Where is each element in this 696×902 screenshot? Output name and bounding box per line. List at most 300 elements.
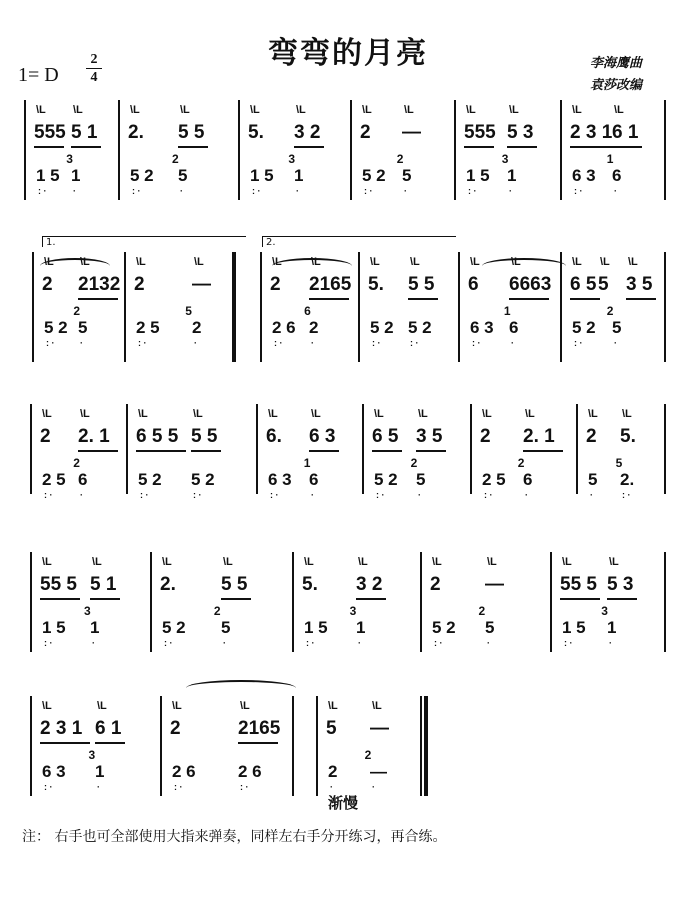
bar-line (358, 252, 360, 362)
beam (416, 450, 446, 452)
fingering-mark: \L (511, 256, 521, 268)
tempo-marking: 渐慢 (328, 794, 359, 812)
slur-tie (40, 258, 110, 274)
note-top: 5 1 (71, 122, 98, 143)
octave-dots: : · (574, 338, 583, 348)
fingering-mark: \L (370, 256, 380, 268)
footnote: 注： 右手也可全部使用大指来弹奏，同样左右手分开练习，再合练。 (22, 829, 447, 845)
note-top: — (370, 718, 389, 739)
note-bottom: 5 2 (44, 318, 68, 337)
fingering-mark: \L (296, 104, 306, 116)
note-top: 6663 (509, 274, 552, 295)
note-bottom: 1 5 (562, 618, 586, 637)
note-bottom: 1 5 (36, 166, 60, 185)
fingering-mark: \L (180, 104, 190, 116)
note-bottom: 5 (402, 166, 412, 185)
bar-line (160, 696, 162, 796)
harmony-number: 3 (88, 748, 96, 762)
beam (178, 146, 208, 148)
fingering-mark: \L (418, 408, 428, 420)
time-denominator: 4 (90, 70, 98, 85)
bar-line (664, 552, 666, 652)
fingering-mark: \L (272, 256, 282, 268)
fingering-mark: \L (562, 556, 572, 568)
note-bottom: 5 2 (138, 470, 162, 489)
beam (408, 298, 438, 300)
note-bottom: 2 6 (238, 762, 262, 781)
fingering-mark: \L (240, 700, 250, 712)
bar-line (150, 552, 152, 652)
note-bottom: 5 2 (362, 166, 386, 185)
note-top: 5 5 (178, 122, 205, 143)
note-top: 3 2 (294, 122, 321, 143)
note-top: 3 5 (626, 274, 653, 295)
note-top: 2. (128, 122, 144, 143)
octave-dots: · (311, 338, 314, 348)
note-bottom: 6 3 (572, 166, 596, 185)
harmony-number: 3 (601, 604, 608, 618)
note-top: 3 2 (356, 574, 383, 595)
bar-line (420, 552, 422, 652)
fingering-mark: \L (487, 556, 497, 568)
octave-dots: · (223, 638, 226, 648)
octave-dots: : · (140, 490, 149, 500)
octave-dots: : · (574, 186, 583, 196)
beam (570, 298, 600, 300)
fingering-mark: \L (372, 700, 382, 712)
fingering-mark: \L (572, 256, 582, 268)
fingering-mark: \L (194, 256, 204, 268)
fingering-mark: \L (600, 256, 610, 268)
octave-dots: : · (44, 638, 53, 648)
fingering-mark: \L (311, 256, 321, 268)
fingering-mark: \L (525, 408, 535, 420)
fingering-mark: \L (97, 700, 107, 712)
harmony-number: 3 (501, 152, 509, 166)
beam (40, 742, 90, 744)
fingering-mark: \L (130, 104, 140, 116)
note-bottom: 6 (612, 166, 622, 185)
note-top: 2 (430, 574, 441, 595)
bar-line (256, 404, 258, 494)
note-top: 555 (34, 122, 66, 143)
fingering-mark: \L (36, 104, 46, 116)
note-bottom: 2 5 (42, 470, 66, 489)
note-bottom: 1 5 (250, 166, 274, 185)
fingering-mark: \L (136, 256, 146, 268)
note-top: 5. (248, 122, 264, 143)
beam (560, 598, 600, 600)
time-numerator: 2 (90, 52, 98, 67)
fingering-mark: \L (42, 700, 52, 712)
note-bottom: 6 3 (42, 762, 66, 781)
note-bottom: 2 5 (482, 470, 506, 489)
note-bottom: 6 (309, 470, 319, 489)
note-top: 2 (586, 426, 597, 447)
note-top: 2165 (238, 718, 281, 739)
note-top: 2 (42, 274, 53, 295)
note-bottom: 5 2 (130, 166, 154, 185)
fingering-mark: \L (482, 408, 492, 420)
octave-dots: · (509, 186, 512, 196)
slur-tie (186, 680, 296, 696)
bar-line (458, 252, 460, 362)
bar-line (118, 100, 120, 200)
fingering-mark: \L (609, 556, 619, 568)
harmony-number: 5 (185, 304, 192, 318)
octave-dots: : · (174, 782, 183, 792)
fingering-mark: \L (509, 104, 519, 116)
octave-dots: : · (46, 338, 55, 348)
bar-line (32, 252, 34, 362)
bar-line (362, 404, 364, 494)
note-top: 5 (326, 718, 337, 739)
harmony-number: 1 (503, 304, 511, 318)
beam (78, 298, 118, 300)
note-bottom: 2. (620, 470, 635, 489)
octave-dots: · (80, 338, 83, 348)
fingering-mark: \L (138, 408, 148, 420)
note-bottom: 5 (178, 166, 188, 185)
beam (40, 598, 80, 600)
octave-dots: · (614, 338, 617, 348)
bar-line (550, 552, 552, 652)
note-top: 2165 (309, 274, 352, 295)
note-bottom: 1 (95, 762, 105, 781)
bar-line (664, 100, 666, 200)
slur-tie (482, 258, 566, 274)
fingering-mark: \L (311, 408, 321, 420)
note-bottom: 5 2 (191, 470, 215, 489)
beam (294, 146, 324, 148)
bar-line (238, 100, 240, 200)
harmony-number: 2 (517, 456, 525, 470)
octave-dots: · (404, 186, 407, 196)
note-top: 55 5 (560, 574, 597, 595)
note-top: 5. (302, 574, 318, 595)
octave-dots: · (194, 338, 197, 348)
octave-dots: · (372, 782, 375, 792)
fingering-mark: \L (172, 700, 182, 712)
note-top: 2 (170, 718, 181, 739)
beam (509, 298, 549, 300)
beam (626, 298, 656, 300)
octave-dots: : · (138, 338, 147, 348)
beam (136, 450, 186, 452)
note-top: 6 3 (309, 426, 336, 447)
harmony-number: 2 (213, 604, 221, 618)
octave-dots: : · (472, 338, 481, 348)
note-bottom: 5 2 (374, 470, 398, 489)
note-bottom: 1 (71, 166, 81, 185)
note-top: — (192, 274, 211, 295)
beam (238, 742, 278, 744)
note-top: 5 5 (408, 274, 435, 295)
fingering-mark: \L (622, 408, 632, 420)
harmony-number: 1 (303, 456, 311, 470)
note-top: 6 5 (570, 274, 597, 295)
key-signature: 1= D (18, 64, 59, 86)
octave-dots: : · (193, 490, 202, 500)
note-bottom: 5 2 (162, 618, 186, 637)
fingering-mark: \L (42, 556, 52, 568)
page-title: 弯弯的月亮 (268, 36, 428, 71)
octave-dots: · (525, 490, 528, 500)
fingering-mark: \L (42, 408, 52, 420)
fingering-mark: \L (73, 104, 83, 116)
octave-dots: : · (252, 186, 261, 196)
fingering-mark: \L (362, 104, 372, 116)
beam (612, 146, 642, 148)
note-top: 6 5 5 (136, 426, 179, 447)
note-bottom: 2 (309, 318, 319, 337)
beam (78, 450, 118, 452)
fingering-mark: \L (628, 256, 638, 268)
note-top: 6 (468, 274, 479, 295)
note-bottom: 5 (588, 470, 598, 489)
beam (34, 146, 64, 148)
volta-second: 2. (262, 236, 456, 247)
arranger-credit: 袁莎改编 (590, 78, 643, 93)
note-top: 555 (464, 122, 496, 143)
note-bottom: 2 5 (136, 318, 160, 337)
note-bottom: 6 (523, 470, 533, 489)
beam (523, 450, 563, 452)
note-top: 5 1 (90, 574, 117, 595)
note-top: 2. 1 (78, 426, 110, 447)
note-bottom: 6 3 (268, 470, 292, 489)
octave-dots: · (92, 638, 95, 648)
beam (372, 450, 402, 452)
note-top: 2 3 1 (570, 122, 613, 143)
note-top: 2 (40, 426, 51, 447)
note-bottom: 5 (485, 618, 495, 637)
harmony-number: 2 (410, 456, 418, 470)
note-bottom: 2 6 (272, 318, 296, 337)
beam (464, 146, 494, 148)
harmony-number: 2 (73, 456, 80, 470)
fingering-mark: \L (358, 556, 368, 568)
note-top: 2. (160, 574, 176, 595)
beam (507, 146, 537, 148)
octave-dots: : · (38, 186, 47, 196)
octave-dots: · (590, 490, 593, 500)
octave-dots: : · (364, 186, 373, 196)
note-top: 2 (480, 426, 491, 447)
fingering-mark: \L (466, 104, 476, 116)
volta-first: 1. (42, 236, 246, 247)
note-top: 6 1 (612, 122, 639, 143)
note-bottom: 1 (507, 166, 517, 185)
note-top: 6. (266, 426, 282, 447)
time-signature (86, 52, 102, 85)
harmony-number: 2 (478, 604, 486, 618)
bar-line (316, 696, 318, 796)
fingering-mark: \L (614, 104, 624, 116)
octave-dots: : · (274, 338, 283, 348)
note-bottom: 1 (294, 166, 304, 185)
bar-line (470, 404, 472, 494)
fingering-mark: \L (470, 256, 480, 268)
octave-dots: · (330, 782, 333, 792)
fingering-mark: \L (162, 556, 172, 568)
note-top: 55 5 (40, 574, 77, 595)
fingering-mark: \L (432, 556, 442, 568)
octave-dots: : · (44, 782, 53, 792)
note-bottom: 2 (192, 318, 202, 337)
beam (309, 298, 349, 300)
beam (71, 146, 101, 148)
note-top: 2 (134, 274, 145, 295)
bar-line (454, 100, 456, 200)
octave-dots: · (358, 638, 361, 648)
octave-dots: : · (270, 490, 279, 500)
note-top: 2132 (78, 274, 121, 295)
octave-dots: · (180, 186, 183, 196)
bar-line (420, 696, 422, 796)
note-bottom: 5 2 (432, 618, 456, 637)
note-top: 2 (270, 274, 281, 295)
fingering-mark: \L (250, 104, 260, 116)
note-bottom: 1 5 (304, 618, 328, 637)
bar-line (292, 696, 294, 796)
octave-dots: : · (44, 490, 53, 500)
note-top: 2. 1 (523, 426, 555, 447)
harmony-number: 2 (364, 748, 372, 762)
octave-dots: : · (622, 490, 631, 500)
note-bottom: 5 (416, 470, 426, 489)
bar-line (30, 552, 32, 652)
harmony-number: 2 (606, 304, 614, 318)
note-top: 6 5 (372, 426, 399, 447)
fingering-mark: \L (304, 556, 314, 568)
harmony-number: 3 (84, 604, 91, 618)
note-top: 5 (598, 274, 609, 295)
bar-line (424, 696, 428, 796)
bar-line (30, 696, 32, 796)
octave-dots: : · (240, 782, 249, 792)
octave-dots: · (311, 490, 314, 500)
harmony-number: 5 (615, 456, 623, 470)
note-top: — (402, 122, 421, 143)
note-bottom: 5 (78, 318, 88, 337)
beam (356, 598, 386, 600)
octave-dots: · (609, 638, 612, 648)
harmony-number: 2 (172, 152, 179, 166)
harmony-number: 6 (304, 304, 311, 318)
octave-dots: · (97, 782, 100, 792)
note-bottom: 5 2 (572, 318, 596, 337)
note-top: — (485, 574, 504, 595)
octave-dots: · (80, 490, 83, 500)
beam (221, 598, 251, 600)
bar-line (292, 552, 294, 652)
octave-dots: : · (410, 338, 419, 348)
note-top: 5 3 (607, 574, 634, 595)
octave-dots: : · (132, 186, 141, 196)
fingering-mark: \L (374, 408, 384, 420)
bar-line (664, 404, 666, 494)
bar-line (260, 252, 262, 362)
note-top: 2 3 1 (40, 718, 83, 739)
note-top: 5 5 (221, 574, 248, 595)
slur-tie (272, 258, 352, 274)
note-bottom: 5 (221, 618, 231, 637)
beam (607, 598, 637, 600)
octave-dots: : · (564, 638, 573, 648)
octave-dots: : · (306, 638, 315, 648)
octave-dots: : · (372, 338, 381, 348)
fingering-mark: \L (44, 256, 54, 268)
bar-line (126, 404, 128, 494)
note-bottom: 1 (90, 618, 100, 637)
fingering-mark: \L (572, 104, 582, 116)
fingering-mark: \L (193, 408, 203, 420)
octave-dots: · (487, 638, 490, 648)
bar-line (560, 100, 562, 200)
bar-line (24, 100, 26, 200)
note-top: 5. (368, 274, 384, 295)
fingering-mark: \L (410, 256, 420, 268)
fingering-mark: \L (404, 104, 414, 116)
note-bottom: 5 (612, 318, 622, 337)
note-bottom: 5 2 (408, 318, 432, 337)
fingering-mark: \L (80, 256, 90, 268)
harmony-number: 2 (73, 304, 81, 318)
note-top: 6 1 (95, 718, 122, 739)
note-top: 2 (360, 122, 371, 143)
composer-credit: 李海鹰曲 (590, 56, 643, 71)
beam (90, 598, 120, 600)
octave-dots: : · (376, 490, 385, 500)
harmony-number: 3 (349, 604, 357, 618)
fingering-mark: \L (328, 700, 338, 712)
note-bottom: 6 (78, 470, 88, 489)
bar-line (124, 252, 126, 362)
bar-line (232, 252, 236, 362)
octave-dots: : · (484, 490, 493, 500)
octave-dots: · (296, 186, 299, 196)
note-top: 3 5 (416, 426, 443, 447)
fingering-mark: \L (92, 556, 102, 568)
octave-dots: · (614, 186, 617, 196)
beam (95, 742, 125, 744)
bar-line (576, 404, 578, 494)
harmony-number: 2 (396, 152, 404, 166)
note-bottom: 5 2 (370, 318, 394, 337)
fingering-mark: \L (588, 408, 598, 420)
octave-dots: · (418, 490, 421, 500)
note-top: 5. (620, 426, 636, 447)
octave-dots: · (73, 186, 76, 196)
bar-line (664, 252, 666, 362)
bar-line (350, 100, 352, 200)
note-bottom: 6 3 (470, 318, 494, 337)
note-bottom: 1 (356, 618, 366, 637)
fingering-mark: \L (223, 556, 233, 568)
octave-dots: · (511, 338, 514, 348)
harmony-number: 1 (606, 152, 614, 166)
bar-line (30, 404, 32, 494)
octave-dots: : · (468, 186, 477, 196)
note-bottom: 1 (607, 618, 617, 637)
note-top: 5 3 (507, 122, 534, 143)
fingering-mark: \L (268, 408, 278, 420)
harmony-number: 3 (66, 152, 73, 166)
note-bottom: 2 (328, 762, 338, 781)
note-bottom: 1 5 (42, 618, 66, 637)
note-bottom: — (370, 762, 387, 781)
